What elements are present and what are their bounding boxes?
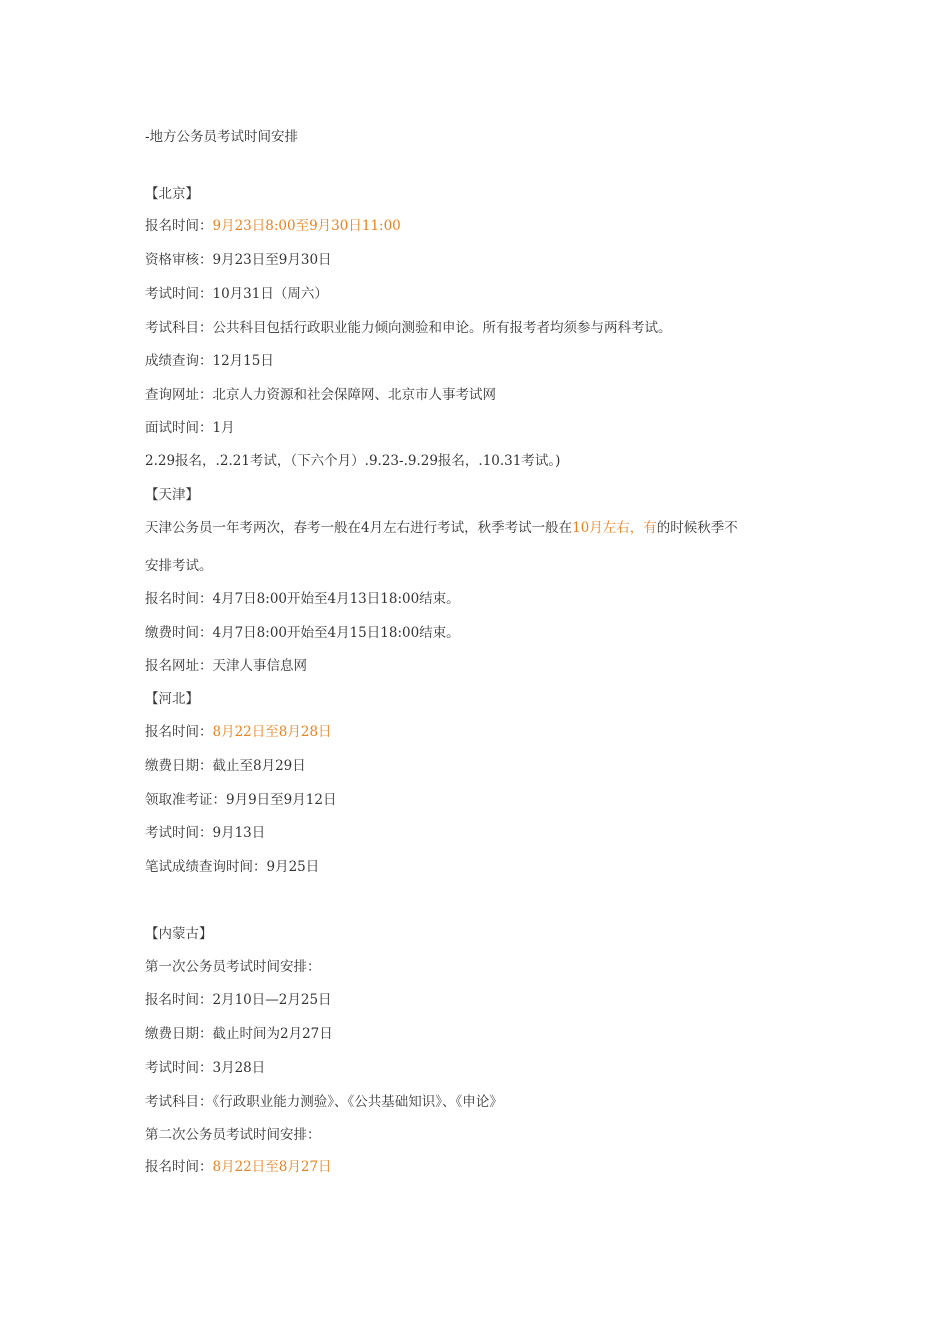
highlight-value: 8月22日至8月27日 <box>212 1159 332 1175</box>
beijing-interview: 面试时间：1月 <box>145 420 235 436</box>
hebei-payment: 缴费日期：截止至8月29日 <box>145 758 306 774</box>
text: 天津公务员一年考两次，春考一般在4月左右进行考试，秋季考试一般在 <box>145 520 573 536</box>
beijing-exam: 考试时间：10月31日（周六） <box>145 286 328 302</box>
hebei-score: 笔试成绩查询时间：9月25日 <box>145 859 320 875</box>
beijing-review: 资格审核：9月23日至9月30日 <box>145 252 332 268</box>
neimenggu-registration-2 <box>145 1157 332 1177</box>
tianjin-intro <box>145 518 738 538</box>
tianjin-payment: 缴费时间：4月7日8:00开始至4月15日18:00结束。 <box>145 625 460 641</box>
neimenggu-second: 第二次公务员考试时间安排： <box>145 1127 321 1143</box>
highlight-value: 8月22日至8月28日 <box>212 724 332 740</box>
section-heading-neimenggu: 【内蒙古】 <box>145 926 213 942</box>
neimenggu-subjects: 考试科目：《行政职业能力测验》、《公共基础知识》、《申论》 <box>145 1094 503 1110</box>
hebei-registration <box>145 722 332 742</box>
tianjin-intro-cont: 安排考试。 <box>145 558 213 574</box>
beijing-site: 查询网址：北京人力资源和社会保障网、北京市人事考试网 <box>145 387 496 403</box>
neimenggu-registration-1: 报名时间：2月10日—2月25日 <box>145 992 332 1008</box>
neimenggu-exam-1: 考试时间：3月28日 <box>145 1060 266 1076</box>
beijing-note: 2.29报名，.2.21考试，（下六个月）.9.23-.9.29报名，.10.31考试。) <box>145 453 561 469</box>
beijing-subjects: 考试科目：公共科目包括行政职业能力倾向测验和申论。所有报考者均须参与两科考试。 <box>145 320 672 336</box>
section-heading-tianjin: 【天津】 <box>145 487 199 503</box>
page-title: -地方公务员考试时间安排 <box>145 129 299 145</box>
label: 报名时间： <box>145 1159 213 1175</box>
label: 报名时间： <box>145 218 213 234</box>
section-heading-hebei: 【河北】 <box>145 691 199 707</box>
tianjin-site: 报名网址：天津人事信息网 <box>145 658 307 674</box>
beijing-score: 成绩查询：12月15日 <box>145 353 274 369</box>
beijing-registration <box>145 216 401 236</box>
hebei-exam: 考试时间：9月13日 <box>145 825 266 841</box>
section-heading-beijing: 【北京】 <box>145 186 199 202</box>
neimenggu-first: 第一次公务员考试时间安排： <box>145 959 321 975</box>
label: 报名时间： <box>145 724 213 740</box>
tianjin-registration: 报名时间：4月7日8:00开始至4月13日18:00结束。 <box>145 591 460 607</box>
neimenggu-payment-1: 缴费日期：截止时间为2月27日 <box>145 1026 333 1042</box>
highlight-value: 10月左右，有 <box>572 520 657 536</box>
highlight-value: 9月23日8:00至9月30日11:00 <box>212 218 401 234</box>
hebei-ticket: 领取准考证：9月9日至9月12日 <box>145 792 337 808</box>
text: 的时候秋季不 <box>656 520 738 536</box>
